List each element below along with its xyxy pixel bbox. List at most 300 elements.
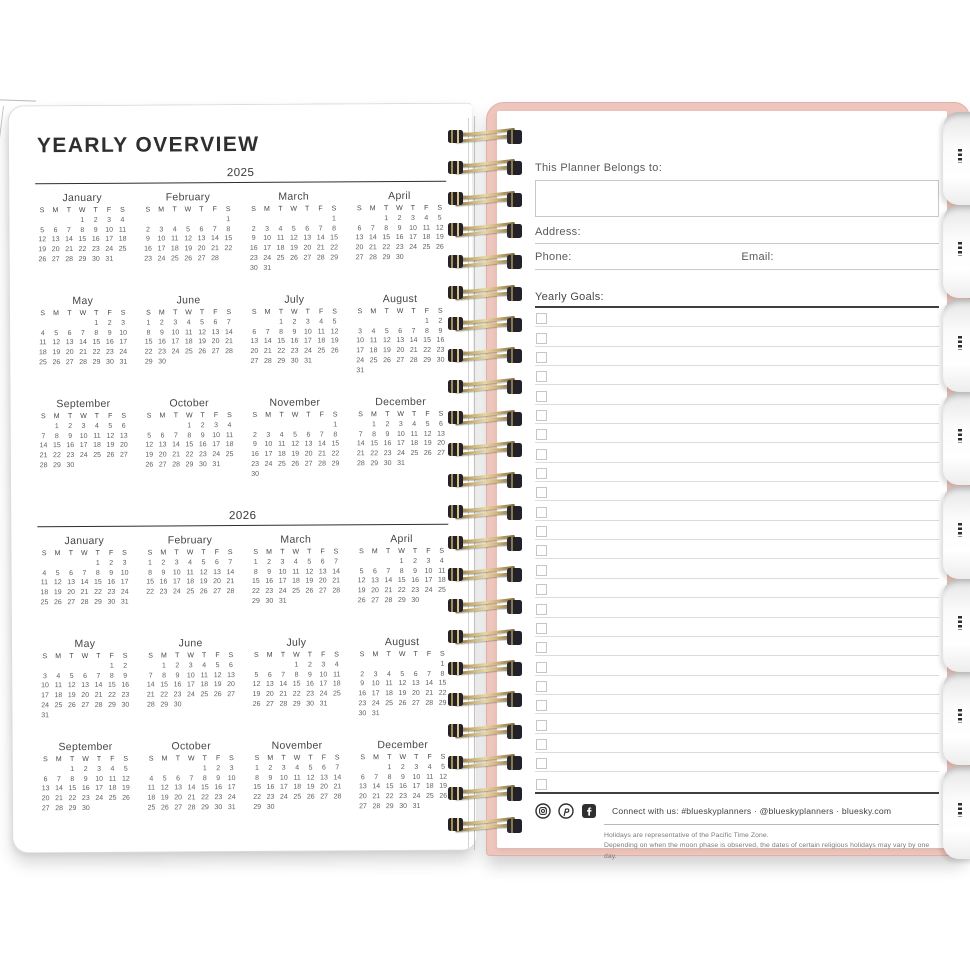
day-cell: 5: [307, 558, 312, 566]
day-cell: 29: [94, 598, 102, 606]
empty-cell: [314, 214, 327, 224]
day-cell: 24: [356, 357, 365, 365]
tab-text-mark: [958, 523, 962, 537]
day-cell: 29: [277, 357, 286, 365]
day-cell: 23: [265, 587, 274, 596]
day-cell: 11: [118, 226, 127, 234]
weekday-header: T: [68, 550, 74, 558]
day-cell: 26: [252, 700, 261, 708]
day-cell: 5: [425, 420, 430, 428]
day-grid: [355, 547, 449, 606]
day-cell: 23: [66, 452, 75, 460]
day-cell: 1: [147, 559, 152, 567]
day-cell: 23: [249, 254, 258, 262]
day-cell: 26: [383, 357, 391, 365]
day-cell: 31: [278, 597, 287, 605]
day-cell: 5: [200, 319, 205, 327]
day-cell: 20: [119, 442, 128, 450]
day-cell: 22: [382, 244, 391, 252]
weekday-header: T: [200, 412, 205, 420]
day-cell: 20: [304, 450, 313, 458]
day-cell: 20: [303, 244, 312, 252]
goal-checkbox: [536, 313, 547, 324]
day-cell: 12: [198, 328, 207, 336]
day-cell: 22: [438, 689, 447, 697]
weekday-header: S: [253, 548, 259, 556]
day-cell: 23: [306, 690, 314, 698]
day-cell: 15: [68, 785, 77, 793]
day-cell: 19: [184, 245, 193, 253]
day-cell: 12: [52, 339, 61, 347]
day-cell: 27: [174, 804, 183, 812]
day-cell: 1: [95, 559, 100, 567]
day-cell: 12: [289, 235, 298, 243]
day-cell: 26: [160, 804, 169, 812]
day-cell: 4: [371, 327, 376, 335]
day-cell: 21: [332, 577, 341, 585]
address-label: Address:: [535, 226, 939, 244]
weekday-header: T: [94, 309, 99, 317]
day-cell: 17: [304, 337, 312, 346]
day-cell: 26: [199, 588, 208, 596]
weekday-header: W: [185, 309, 192, 317]
day-cell: 6: [121, 422, 126, 430]
empty-cell: [171, 764, 184, 774]
day-cell: 8: [226, 225, 231, 233]
day-cell: 15: [277, 338, 286, 346]
weekday-header: F: [427, 753, 432, 761]
day-cell: 22: [68, 795, 77, 803]
day-cell: 13: [197, 235, 206, 243]
day-cell: 6: [176, 774, 181, 783]
day-cell: 29: [92, 358, 101, 366]
month-title: February: [165, 191, 211, 204]
day-cell: 15: [423, 337, 431, 345]
day-cell: 28: [333, 793, 342, 801]
day-cell: 30: [81, 804, 90, 812]
day-cell: 14: [316, 234, 325, 242]
weekday-header: S: [440, 753, 446, 761]
day-cell: 21: [65, 246, 73, 254]
weekday-header: M: [160, 549, 167, 557]
month-title: September: [56, 397, 111, 411]
goal-line: [535, 443, 939, 462]
day-cell: 21: [80, 589, 89, 597]
empty-cell: [168, 215, 181, 225]
day-cell: 23: [91, 246, 100, 254]
disclaimer: [604, 831, 939, 863]
day-cell: 31: [319, 700, 328, 708]
day-cell: 25: [332, 690, 341, 698]
day-cell: 3: [122, 559, 127, 567]
day-cell: 29: [108, 701, 116, 709]
weekday-header: T: [173, 412, 179, 420]
weekday-header: T: [70, 756, 75, 764]
day-cell: 19: [145, 451, 154, 459]
month-calendar: [247, 293, 341, 397]
weekday-header: T: [66, 207, 71, 215]
weekday-header: S: [253, 651, 259, 659]
day-cell: 10: [356, 337, 365, 345]
weekday-header: T: [96, 755, 102, 763]
day-grid: [142, 308, 236, 367]
weekday-header: T: [307, 548, 312, 556]
day-grid: [37, 549, 131, 608]
day-cell: 2: [161, 559, 166, 567]
months-grid: [37, 525, 450, 845]
day-cell: 24: [412, 793, 421, 801]
day-cell: 27: [266, 700, 274, 708]
day-cell: 15: [292, 681, 301, 689]
day-cell: 18: [276, 244, 285, 252]
month-calendar: [249, 533, 343, 637]
goal-checkbox: [536, 758, 547, 769]
goal-line: [535, 366, 939, 385]
weekday-header: T: [280, 651, 286, 659]
day-cell: 18: [147, 794, 156, 802]
empty-cell: [39, 765, 52, 775]
weekday-header: T: [175, 652, 180, 660]
day-cell: 3: [107, 216, 112, 224]
day-cell: 12: [53, 579, 62, 587]
day-cell: 16: [290, 338, 299, 346]
day-cell: 9: [68, 432, 73, 440]
weekday-header: M: [372, 651, 379, 659]
day-cell: 5: [69, 672, 74, 680]
day-cell: 22: [144, 348, 153, 356]
connect-text: Connect with us: #blueskyplanners · @blueskyplanners · bluesky.com: [604, 803, 939, 825]
day-cell: 14: [263, 338, 272, 346]
empty-cell: [288, 420, 301, 430]
weekday-header: F: [321, 651, 326, 659]
day-cell: 4: [186, 319, 191, 327]
weekday-header: T: [304, 205, 310, 213]
day-cell: 20: [437, 440, 446, 448]
empty-cell: [315, 420, 328, 430]
day-cell: 28: [316, 254, 325, 262]
weekday-header: W: [188, 755, 195, 763]
day-cell: 11: [317, 328, 325, 336]
day-cell: 2: [385, 420, 390, 428]
day-cell: 28: [146, 701, 155, 709]
day-cell: 4: [424, 214, 429, 222]
day-cell: 17: [264, 451, 273, 459]
day-cell: 13: [303, 234, 312, 243]
day-cell: 5: [293, 431, 298, 439]
day-cell: 6: [372, 567, 377, 575]
weekday-header: S: [359, 651, 365, 659]
day-cell: 6: [360, 773, 365, 781]
right-page: [497, 111, 947, 860]
weekday-header: S: [439, 547, 445, 555]
day-grid: [142, 411, 236, 470]
day-cell: 24: [227, 794, 236, 802]
months-grid: [35, 182, 448, 502]
month-title: July: [286, 636, 307, 649]
day-cell: 13: [81, 682, 90, 690]
day-cell: 25: [93, 452, 102, 460]
day-cell: 26: [439, 792, 448, 800]
day-cell: 6: [53, 226, 58, 234]
day-cell: 30: [249, 264, 258, 272]
weekday-header: M: [371, 548, 378, 556]
day-cell: 22: [160, 691, 169, 699]
day-cell: 19: [383, 347, 391, 355]
day-grid: [250, 650, 344, 709]
day-cell: 25: [40, 599, 49, 607]
tab-text-mark: [958, 242, 962, 256]
day-cell: 20: [318, 577, 327, 585]
weekday-header: W: [293, 651, 300, 659]
empty-cell: [65, 662, 78, 672]
weekday-header: M: [266, 548, 272, 556]
weekday-header: S: [254, 754, 260, 762]
day-cell: 10: [120, 569, 129, 577]
day-cell: 24: [41, 702, 50, 710]
weekday-header: T: [414, 753, 419, 761]
day-cell: 17: [157, 245, 166, 253]
weekday-header: T: [308, 754, 313, 762]
weekday-header: M: [263, 205, 270, 213]
day-grid: [144, 651, 238, 710]
day-cell: 11: [39, 339, 47, 347]
weekday-header: S: [227, 549, 233, 557]
day-cell: 7: [189, 774, 194, 782]
day-cell: 4: [439, 557, 444, 565]
day-cell: 24: [424, 587, 433, 595]
month-calendar: [36, 295, 130, 399]
weekday-header: M: [55, 756, 62, 764]
empty-cell: [260, 215, 273, 225]
day-cell: 31: [412, 802, 421, 810]
day-cell: 31: [397, 459, 405, 468]
day-cell: 23: [358, 700, 367, 708]
day-cell: 2: [438, 317, 443, 325]
day-cell: 30: [173, 701, 182, 709]
day-cell: 18: [422, 234, 431, 242]
goal-checkbox: [536, 662, 547, 673]
weekday-header: F: [110, 755, 115, 763]
day-cell: 4: [188, 559, 193, 567]
weekday-header: M: [370, 308, 377, 316]
day-cell: 30: [383, 460, 392, 468]
day-cell: 27: [355, 254, 364, 262]
day-cell: 10: [303, 328, 312, 336]
day-cell: 24: [157, 255, 166, 263]
goals-label: Yearly Goals:: [535, 291, 939, 308]
day-cell: 18: [293, 784, 302, 792]
goal-line: [535, 385, 939, 404]
day-cell: 22: [253, 794, 262, 802]
day-cell: 12: [67, 682, 76, 690]
day-cell: 19: [38, 246, 47, 254]
day-cell: 12: [252, 681, 261, 689]
day-cell: 12: [291, 441, 300, 449]
empty-cell: [261, 318, 274, 328]
day-cell: 15: [107, 682, 116, 690]
goal-checkbox: [536, 371, 547, 382]
day-cell: 22: [78, 246, 87, 254]
day-cell: 5: [254, 671, 259, 679]
day-cell: 3: [280, 558, 285, 566]
day-cell: 1: [440, 660, 445, 668]
page-edge-tab: [943, 299, 970, 392]
day-cell: 29: [201, 804, 209, 812]
day-cell: 12: [305, 568, 314, 576]
weekday-header: S: [123, 755, 129, 763]
day-cell: 13: [65, 339, 74, 347]
day-cell: 11: [171, 235, 179, 243]
day-cell: 30: [199, 461, 207, 469]
day-cell: 29: [438, 699, 447, 707]
day-cell: 12: [423, 430, 432, 438]
weekday-header: W: [81, 652, 89, 660]
weekday-header: M: [158, 206, 165, 214]
day-cell: 4: [172, 225, 177, 234]
day-cell: 30: [436, 356, 445, 364]
month-title: November: [271, 739, 323, 752]
day-cell: 21: [372, 793, 381, 801]
weekday-header: S: [358, 411, 363, 419]
day-cell: 17: [409, 234, 417, 242]
day-cell: 22: [330, 244, 339, 252]
weekday-header: S: [334, 754, 340, 762]
day-cell: 16: [395, 234, 404, 242]
weekday-header: T: [386, 651, 391, 659]
day-cell: 8: [80, 226, 85, 234]
day-cell: 5: [308, 764, 313, 772]
day-cell: 9: [292, 328, 297, 336]
day-cell: 2: [292, 318, 297, 326]
day-cell: 1: [202, 765, 207, 773]
day-cell: 24: [105, 245, 114, 254]
empty-cell: [409, 660, 422, 670]
weekday-header: T: [278, 308, 284, 316]
day-cell: 21: [172, 451, 181, 459]
day-cell: 1: [94, 319, 99, 327]
empty-cell: [369, 660, 382, 670]
day-cell: 29: [53, 462, 61, 470]
weekday-header: F: [108, 549, 114, 557]
weekday-header: T: [385, 411, 390, 419]
weekday-header: S: [39, 207, 45, 215]
goal-line: [535, 405, 939, 424]
goal-checkbox: [536, 604, 547, 615]
day-cell: 5: [162, 775, 167, 783]
day-cell: 4: [40, 329, 45, 337]
day-cell: 13: [67, 579, 76, 587]
day-cell: 15: [185, 441, 194, 449]
day-cell: 15: [251, 578, 260, 586]
day-cell: 21: [425, 690, 434, 698]
day-cell: 29: [331, 460, 340, 468]
day-cell: 21: [333, 783, 342, 791]
day-cell: 7: [96, 672, 101, 680]
day-cell: 14: [79, 339, 87, 347]
weekday-header: T: [202, 755, 207, 763]
day-cell: 23: [436, 346, 445, 354]
day-cell: 1: [372, 420, 376, 429]
month-title: September: [58, 740, 113, 754]
day-cell: 14: [187, 784, 196, 792]
day-cell: 28: [79, 358, 88, 366]
day-cell: 26: [38, 256, 47, 264]
day-cell: 10: [264, 441, 273, 449]
day-cell: 17: [95, 785, 104, 793]
day-cell: 26: [330, 347, 339, 355]
day-cell: 27: [227, 691, 236, 699]
day-cell: 20: [41, 795, 50, 803]
day-cell: 23: [395, 244, 404, 252]
day-cell: 10: [95, 775, 104, 783]
day-cell: 17: [120, 579, 129, 587]
day-cell: 31: [105, 255, 114, 263]
day-cell: 14: [425, 680, 434, 688]
day-cell: 4: [149, 775, 154, 783]
day-cell: 24: [397, 450, 405, 458]
day-cell: 14: [226, 568, 235, 576]
day-cell: 18: [410, 440, 419, 448]
day-cell: 7: [370, 224, 375, 232]
weekday-header: F: [108, 412, 113, 420]
day-cell: 14: [55, 785, 63, 793]
month-title: October: [169, 397, 209, 410]
day-cell: 19: [291, 450, 300, 458]
weekday-header: M: [161, 755, 168, 763]
weekday-header: W: [82, 755, 89, 763]
month-title: June: [176, 294, 201, 307]
day-cell: 13: [371, 577, 379, 585]
day-cell: 26: [357, 597, 366, 605]
day-cell: 27: [396, 356, 405, 365]
day-cell: 3: [42, 672, 47, 680]
goal-checkbox: [536, 391, 547, 402]
page-curve-line: [474, 116, 475, 850]
weekday-header: S: [145, 206, 151, 214]
day-cell: 15: [370, 440, 379, 448]
day-grid: [35, 206, 129, 265]
day-cell: 12: [357, 577, 366, 585]
weekday-header: F: [214, 549, 220, 557]
day-cell: 5: [108, 422, 113, 430]
day-cell: 10: [171, 328, 180, 337]
month-title: May: [74, 637, 96, 651]
day-cell: 24: [120, 588, 129, 596]
day-grid: [248, 410, 342, 479]
day-cell: 28: [211, 255, 219, 263]
goal-checkbox: [536, 526, 547, 537]
day-grid: [36, 309, 130, 368]
day-cell: 6: [160, 432, 165, 440]
weekday-header: W: [184, 206, 192, 214]
day-cell: 30: [395, 253, 404, 262]
weekday-header: S: [332, 308, 337, 316]
day-cell: 19: [198, 338, 207, 346]
weekday-header: T: [199, 206, 204, 214]
day-cell: 17: [371, 690, 380, 698]
day-cell: 1: [146, 319, 151, 327]
day-cell: 27: [211, 348, 220, 356]
day-cell: 23: [411, 587, 420, 595]
day-cell: 2: [68, 422, 73, 430]
goal-line: [535, 618, 939, 637]
day-cell: 21: [187, 794, 196, 802]
goal-checkbox: [536, 545, 547, 556]
day-cell: 3: [398, 420, 403, 428]
weekday-header: T: [280, 548, 285, 556]
day-grid: [39, 755, 133, 814]
day-cell: 6: [398, 327, 403, 335]
